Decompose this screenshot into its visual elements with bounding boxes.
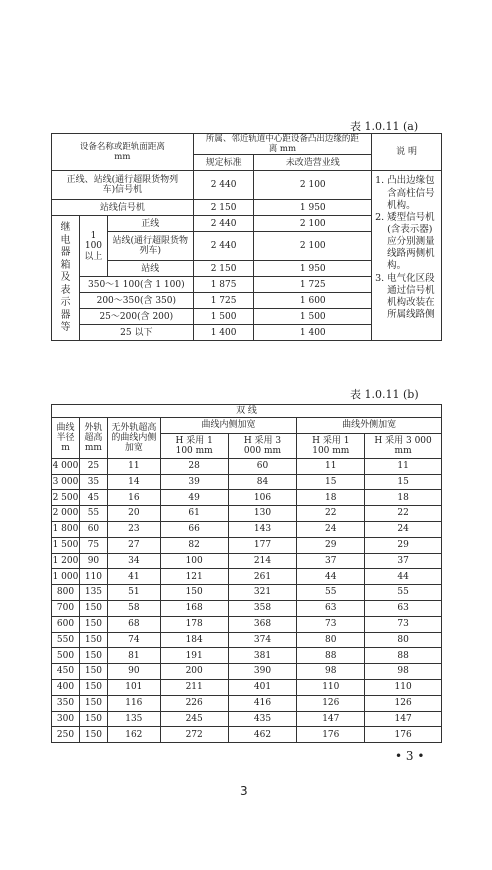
cell-standard: 1 725	[193, 293, 254, 309]
table-cell: 106	[228, 490, 297, 506]
table-cell: 101	[107, 679, 160, 695]
table-cell: 176	[297, 727, 365, 743]
table-cell: 374	[228, 632, 297, 648]
table-cell: 37	[365, 553, 442, 569]
table-cell: 261	[228, 569, 297, 585]
table-cell: 23	[107, 521, 160, 537]
table-cell: 61	[160, 506, 228, 522]
distance-table	[51, 133, 442, 341]
table-cell: 39	[160, 474, 228, 490]
note-item: 2. 矮型信号机(含表示器)应分别测量线路两侧机构。	[375, 211, 435, 272]
table-cell: 110	[79, 569, 107, 585]
table-cell: 16	[107, 490, 160, 506]
table-cell: 55	[365, 585, 442, 601]
range-label: 200～350(含 350)	[79, 293, 193, 309]
table-cell: 90	[107, 664, 160, 680]
header-h1100: H 采用 1 100 mm	[160, 433, 228, 458]
table-cell: 22	[365, 506, 442, 522]
table-cell: 29	[297, 537, 365, 553]
note-item: 3. 电气化区段通过信号机机构改装在所属线路侧	[375, 272, 435, 321]
table-cell: 11	[107, 458, 160, 474]
table-cell: 55	[297, 585, 365, 601]
table-cell: 44	[297, 569, 365, 585]
table-cell: 150	[79, 727, 107, 743]
table-cell: 1 500	[52, 537, 80, 553]
cell-unmodified: 1 500	[254, 309, 372, 325]
table-cell: 800	[52, 585, 80, 601]
table-row	[52, 727, 442, 743]
table-cell: 73	[297, 616, 365, 632]
table-cell: 14	[107, 474, 160, 490]
cell-standard: 2 150	[193, 261, 254, 277]
sub-row-label: 正线	[107, 216, 193, 232]
table-cell: 150	[79, 711, 107, 727]
table-cell: 80	[297, 632, 365, 648]
cell-unmodified: 1 600	[254, 293, 372, 309]
table-cell: 150	[79, 600, 107, 616]
table-cell: 435	[228, 711, 297, 727]
table-cell: 2 000	[52, 506, 80, 522]
table-cell: 18	[365, 490, 442, 506]
table-cell: 116	[107, 695, 160, 711]
table-cell: 60	[79, 521, 107, 537]
table-cell: 35	[79, 474, 107, 490]
table-cell: 44	[365, 569, 442, 585]
folio-number: 3	[240, 784, 248, 798]
table-cell: 272	[160, 727, 228, 743]
table-cell: 416	[228, 695, 297, 711]
table-cell: 176	[365, 727, 442, 743]
table-cell: 3 000	[52, 474, 80, 490]
table-cell: 15	[297, 474, 365, 490]
cell-standard: 2 440	[193, 232, 254, 261]
table-cell: 100	[160, 553, 228, 569]
table-cell: 68	[107, 616, 160, 632]
table-cell: 400	[52, 679, 80, 695]
table-cell: 126	[365, 695, 442, 711]
table-row	[52, 521, 442, 537]
header-double-line: 双 线	[52, 405, 442, 418]
cell-unmodified: 1 725	[254, 277, 372, 293]
table-cell: 1 800	[52, 521, 80, 537]
table-cell: 74	[107, 632, 160, 648]
table-cell: 81	[107, 648, 160, 664]
row-label: 正线、站线(通行超限货物列车)信号机	[52, 171, 194, 200]
table-cell: 75	[79, 537, 107, 553]
table-row	[52, 506, 442, 522]
table-cell: 200	[160, 664, 228, 680]
table-cell: 41	[107, 569, 160, 585]
table-cell: 147	[297, 711, 365, 727]
header-h3000: H 采用 3 000 mm	[365, 433, 442, 458]
header-outer-widen: 曲线外侧加宽	[297, 418, 442, 434]
table-row	[52, 648, 442, 664]
table-cell: 350	[52, 695, 80, 711]
page-number: • 3 •	[395, 749, 425, 763]
table-row	[52, 537, 442, 553]
cell-standard: 1 400	[193, 325, 254, 341]
table-row	[52, 679, 442, 695]
remarks-cell	[372, 171, 442, 341]
table-cell: 51	[107, 585, 160, 601]
table-cell: 25	[79, 458, 107, 474]
table-row	[52, 585, 442, 601]
cell-unmodified: 2 100	[254, 232, 372, 261]
table-cell: 462	[228, 727, 297, 743]
table-cell: 368	[228, 616, 297, 632]
table-cell: 390	[228, 664, 297, 680]
table-cell: 150	[79, 632, 107, 648]
table-cell: 381	[228, 648, 297, 664]
table-cell: 49	[160, 490, 228, 506]
table-cell: 450	[52, 664, 80, 680]
table-cell: 84	[228, 474, 297, 490]
table-cell: 135	[107, 711, 160, 727]
table-cell: 1 000	[52, 569, 80, 585]
table-row	[52, 474, 442, 490]
table-cell: 63	[365, 600, 442, 616]
table-b-caption: 表 1.0.11 (b)	[350, 388, 419, 401]
sub-row-label: 站线(通行超限货物列车)	[107, 232, 193, 261]
table-cell: 168	[160, 600, 228, 616]
table-cell: 15	[365, 474, 442, 490]
table-cell: 401	[228, 679, 297, 695]
table-cell: 88	[365, 648, 442, 664]
table-cell: 358	[228, 600, 297, 616]
table-row	[52, 695, 442, 711]
header-h1100: H 采用 1 100 mm	[297, 433, 365, 458]
cell-unmodified: 1 950	[254, 200, 372, 216]
table-cell: 24	[297, 521, 365, 537]
range-label: 25 以下	[79, 325, 193, 341]
table-cell: 66	[160, 521, 228, 537]
table-cell: 150	[79, 648, 107, 664]
cell-standard: 2 440	[193, 171, 254, 200]
table-cell: 37	[297, 553, 365, 569]
table-row	[52, 632, 442, 648]
header-distance: 所属、邻近轨道中心距设备凸出边缘的距离 mm	[193, 134, 371, 155]
table-cell: 250	[52, 727, 80, 743]
table-cell: 211	[160, 679, 228, 695]
table-cell: 214	[228, 553, 297, 569]
table-cell: 135	[79, 585, 107, 601]
table-cell: 90	[79, 553, 107, 569]
table-cell: 321	[228, 585, 297, 601]
table-cell: 63	[297, 600, 365, 616]
note-item: 1. 凸出边缘包含高柱信号机构。	[375, 175, 435, 211]
table-cell: 58	[107, 600, 160, 616]
table-cell: 110	[297, 679, 365, 695]
header-superelevation: 外轨超高 mm	[79, 418, 107, 459]
table-row	[52, 490, 442, 506]
table-cell: 150	[160, 585, 228, 601]
table-cell: 98	[297, 664, 365, 680]
table-cell: 121	[160, 569, 228, 585]
table-cell: 82	[160, 537, 228, 553]
cell-standard: 1 500	[193, 309, 254, 325]
table-cell: 178	[160, 616, 228, 632]
table-row	[52, 664, 442, 680]
cell-unmodified: 1 400	[254, 325, 372, 341]
table-a-caption: 表 1.0.11 (a)	[350, 120, 419, 133]
table-cell: 147	[365, 711, 442, 727]
table-cell: 2 500	[52, 490, 80, 506]
table-cell: 110	[365, 679, 442, 695]
table-row	[52, 553, 442, 569]
range-label: 350～1 100(含 1 100)	[79, 277, 193, 293]
table-cell: 11	[297, 458, 365, 474]
table-row	[52, 458, 442, 474]
high-range-label: 1 100以上	[79, 216, 107, 277]
table-cell: 162	[107, 727, 160, 743]
table-cell: 34	[107, 553, 160, 569]
table-cell: 45	[79, 490, 107, 506]
table-cell: 126	[297, 695, 365, 711]
table-cell: 150	[79, 664, 107, 680]
table-cell: 24	[365, 521, 442, 537]
table-cell: 191	[160, 648, 228, 664]
cell-unmodified: 1 950	[254, 261, 372, 277]
row-label: 站线信号机	[52, 200, 194, 216]
table-cell: 226	[160, 695, 228, 711]
sub-row-label: 站线	[107, 261, 193, 277]
header-radius: 曲线半径 m	[52, 418, 80, 459]
cell-unmodified: 2 100	[254, 216, 372, 232]
table-cell: 150	[79, 695, 107, 711]
cell-unmodified: 2 100	[254, 171, 372, 200]
table-cell: 130	[228, 506, 297, 522]
header-remarks: 说 明	[372, 134, 442, 171]
cell-standard: 2 150	[193, 200, 254, 216]
table-cell: 98	[365, 664, 442, 680]
cell-standard: 2 440	[193, 216, 254, 232]
header-no-super-widen: 无外轨超高的曲线内侧加宽	[107, 418, 160, 459]
header-standard: 规定标准	[193, 155, 254, 171]
table-cell: 22	[297, 506, 365, 522]
range-label: 25～200(含 200)	[79, 309, 193, 325]
table-row	[52, 569, 442, 585]
table-cell: 1 200	[52, 553, 80, 569]
table-cell: 177	[228, 537, 297, 553]
table-cell: 11	[365, 458, 442, 474]
table-cell: 600	[52, 616, 80, 632]
table-cell: 73	[365, 616, 442, 632]
table-cell: 550	[52, 632, 80, 648]
header-unmodified: 未改造营业线	[254, 155, 372, 171]
table-row	[52, 616, 442, 632]
header-h3000: H 采用 3 000 mm	[228, 433, 297, 458]
table-row	[52, 711, 442, 727]
relay-group-label: 继电器箱及表示器等	[52, 216, 80, 341]
table-cell: 143	[228, 521, 297, 537]
table-cell: 28	[160, 458, 228, 474]
table-cell: 300	[52, 711, 80, 727]
table-cell: 88	[297, 648, 365, 664]
table-cell: 700	[52, 600, 80, 616]
table-cell: 4 000	[52, 458, 80, 474]
table-cell: 80	[365, 632, 442, 648]
table-cell: 60	[228, 458, 297, 474]
table-cell: 18	[297, 490, 365, 506]
table-cell: 27	[107, 537, 160, 553]
table-cell: 29	[365, 537, 442, 553]
table-cell: 500	[52, 648, 80, 664]
table-row	[52, 600, 442, 616]
table-cell: 55	[79, 506, 107, 522]
curve-widening-table	[51, 404, 442, 743]
table-cell: 245	[160, 711, 228, 727]
table-cell: 150	[79, 679, 107, 695]
table-cell: 20	[107, 506, 160, 522]
header-item: 设备名称或距轨面距离 mm	[52, 134, 194, 171]
cell-standard: 1 875	[193, 277, 254, 293]
table-cell: 184	[160, 632, 228, 648]
table-cell: 150	[79, 616, 107, 632]
header-inner-widen: 曲线内侧加宽	[160, 418, 297, 434]
